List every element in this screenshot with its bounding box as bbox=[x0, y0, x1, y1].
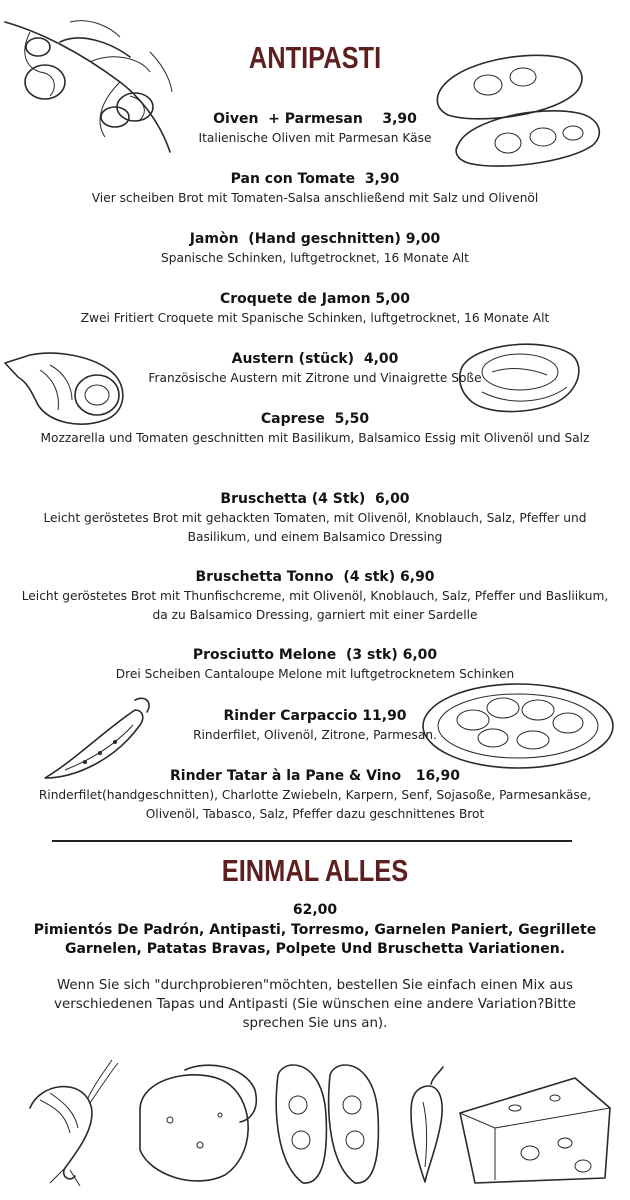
menu-item-description: Leicht geröstetes Brot mit Thunfischcreme, mit Olivenöl, Knoblauch, Salz, Pfeffer und Basliikum, da zu Balsamico Dressing, garniert mit einer Sardelle bbox=[21, 589, 609, 622]
menu-item-description: Vier scheiben Brot mit Tomaten-Salsa anschließend mit Salz und Olivenöl bbox=[91, 191, 539, 205]
menu-item bbox=[20, 568, 610, 625]
menu-item bbox=[20, 350, 610, 388]
menu-item bbox=[20, 707, 610, 745]
menu-item-name: Austern (stück) 4,00 bbox=[231, 351, 399, 367]
bruschetta-pair-icon bbox=[268, 1055, 388, 1190]
menu-item bbox=[20, 767, 610, 824]
menu-item-description: Mozzarella und Tomaten geschnitten mit Basilikum, Balsamico Essig mit Olivenöl und Salz bbox=[40, 431, 590, 445]
menu-item bbox=[20, 110, 610, 148]
menu-item-description: Französische Austern mit Zitrone und Vinaigrette Soße bbox=[148, 371, 482, 385]
section-divider bbox=[52, 840, 572, 842]
menu-item bbox=[20, 170, 610, 208]
menu-item bbox=[20, 490, 610, 547]
menu-item bbox=[20, 230, 610, 268]
menu-item-name: Pan con Tomate 3,90 bbox=[230, 171, 400, 187]
shrimp-icon bbox=[10, 1058, 120, 1188]
einmal-alles-items: Pimientós De Padrón, Antipasti, Torresmo, Garnelen Paniert, Gegrillete Garnelen, Patatas Bravas, Polpete Und Bruschetta Variationen. bbox=[33, 922, 597, 957]
menu-item-description: Italienische Oliven mit Parmesan Käse bbox=[198, 131, 432, 145]
menu-item-name: Bruschetta Tonno (4 stk) 6,90 bbox=[195, 569, 435, 585]
menu-item-name: Bruschetta (4 Stk) 6,00 bbox=[220, 491, 410, 507]
chili-small-icon bbox=[403, 1062, 453, 1187]
menu-item-name: Croquete de Jamon 5,00 bbox=[220, 291, 410, 307]
menu-item-description: Zwei Fritiert Croquete mit Spanische Schinken, luftgetrocknet, 16 Monate Alt bbox=[80, 311, 550, 325]
menu-item bbox=[20, 410, 610, 448]
cheese-icon bbox=[455, 1068, 615, 1188]
einmal-alles-price: 62,00 bbox=[292, 902, 338, 918]
menu-item-description: Leicht geröstetes Brot mit gehackten Tomaten, mit Olivenöl, Knoblauch, Salz, Pfeffer und Basilikum, und einem Balsamico Dressing bbox=[43, 511, 587, 544]
menu-item-description: Rinderfilet(handgeschnitten), Charlotte Zwiebeln, Karpern, Senf, Sojasoße, Parmesankäse, Olivenöl, Tabasco, Salz, Pfeffer dazu geschnittenes Brot bbox=[38, 788, 592, 821]
menu-item-name: Prosciutto Melone (3 stk) 6,00 bbox=[192, 647, 438, 663]
menu-item-name: Jamòn (Hand geschnitten) 9,00 bbox=[189, 231, 441, 247]
menu-item-description: Spanische Schinken, luftgetrocknet, 16 Monate Alt bbox=[161, 251, 469, 265]
menu-item-name: Rinder Tatar à la Pane & Vino 16,90 bbox=[169, 768, 461, 784]
menu-item-description: Rinderfilet, Olivenöl, Zitrone, Parmesan. bbox=[193, 728, 437, 742]
menu-item-name: Rinder Carpaccio 11,90 bbox=[223, 708, 407, 724]
menu-item-name: Caprese 5,50 bbox=[260, 411, 370, 427]
menu-item-description: Drei Scheiben Cantaloupe Melone mit luftgetrocknetem Schinken bbox=[115, 667, 515, 681]
einmal-alles-note: Wenn Sie sich "durchprobieren"möchten, bestellen Sie einfach einen Mix aus verschiedenen Tapas und Antipasti (Sie wünschen eine andere Variation?Bitte sprechen Sie uns an). bbox=[54, 978, 576, 1031]
menu-item bbox=[20, 290, 610, 328]
menu-item bbox=[20, 646, 610, 684]
potato-icon bbox=[125, 1060, 265, 1190]
section-title-einmal-alles: EINMAL ALLES bbox=[221, 853, 409, 888]
menu-item-name: Oiven + Parmesan 3,90 bbox=[213, 111, 417, 127]
section-title-antipasti: ANTIPASTI bbox=[248, 40, 382, 75]
